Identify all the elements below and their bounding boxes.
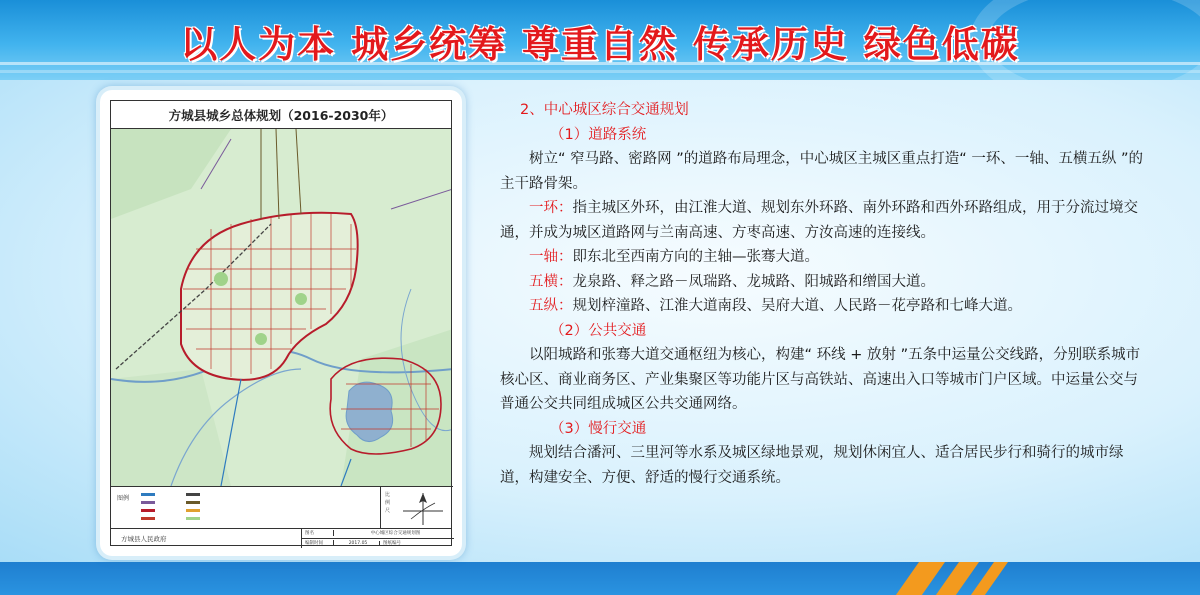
map-svg	[111, 129, 451, 486]
legend-label: 图例	[117, 495, 130, 502]
date-label: 编制时间	[302, 540, 334, 546]
legend-item	[186, 509, 200, 512]
axis-label: 一轴：	[529, 249, 573, 265]
paragraph-axis	[500, 245, 1150, 270]
scale-label: 比例尺	[385, 492, 391, 514]
tb-row	[302, 539, 454, 549]
content-text	[500, 98, 1150, 490]
axis-text: 即东北至西南方向的主轴—张骞大道。	[572, 249, 819, 265]
vertical-label: 五纵：	[529, 298, 573, 314]
scale-compass	[381, 486, 453, 528]
planning-map	[110, 100, 452, 546]
issuer: 方城县人民政府	[121, 535, 167, 543]
legend-item	[141, 493, 155, 496]
subsection-public-transit: （2）公共交通	[550, 322, 647, 339]
map-title: 方城县城乡总体规划（2016-2030年）	[111, 101, 451, 129]
legend-item	[186, 517, 200, 520]
ring-label: 一环：	[529, 200, 573, 216]
legend-item	[186, 493, 200, 496]
map-drawing	[111, 129, 451, 486]
paragraph-road-concept: 树立“ 窄马路、密路网 ”的道路布局理念，中心城区主城区重点打造“ 一环、一轴、五横五纵 ”的主干路骨架。	[500, 151, 1143, 192]
horizontal-label: 五横：	[529, 273, 573, 290]
horizontal-text: 龙泉路、释之路－凤瑞路、龙城路、阳城路和缯国大道。	[572, 273, 935, 290]
tb-row	[302, 529, 454, 539]
sheet-name: 中心城区综合交通规划图	[370, 531, 421, 537]
legend-item	[141, 509, 155, 512]
subsection-roads: （1）道路系统	[550, 126, 647, 143]
paragraph-ring	[500, 196, 1150, 245]
paragraph-slow-traffic: 规划结合潘河、三里河等水系及城区绿地景观，规划休闲宜人、适合居民步行和骑行的城市绿道，构建安全、方便、舒适的慢行交通系统。	[500, 445, 1124, 486]
section-title: 2、中心城区综合交通规划	[520, 102, 689, 118]
title-block-grid	[301, 529, 453, 548]
planning-map-frame	[100, 90, 462, 556]
legend-item	[186, 501, 200, 504]
paragraph-horizontal	[500, 270, 1150, 295]
north-arrow-icon	[393, 489, 453, 529]
legend-item	[141, 517, 155, 520]
sheet-name-label: 图名	[302, 530, 334, 536]
paragraph-vertical	[500, 294, 1150, 319]
vertical-text: 规划梓潼路、江淮大道南段、吴府大道、人民路－花亭路和七峰大道。	[572, 298, 1022, 314]
paragraph-public-transit: 以阳城路和张骞大道交通枢纽为核心，构建“ 环线 + 放射 ”五条中运量公交线路，分别联系城市核心区、商业商务区、产业集聚区等功能片区与高铁站、高速出入口等城市门户区域。中运量公交与普通公交共同组成城区公共交通网络。	[500, 347, 1141, 412]
map-legend	[111, 486, 381, 528]
subsection-slow-traffic: （3）慢行交通	[550, 420, 647, 437]
top-banner	[0, 0, 1200, 80]
slogan: 以人为本 城乡统筹 尊重自然 传承历史 绿色低碳	[180, 23, 1020, 66]
legend-item	[141, 501, 155, 504]
sheet-no-label: 图纸编号	[383, 541, 401, 547]
ring-text: 指主城区外环，由江淮大道、规划东外环路、南外环路和西外环路组成，用于分流过境交通，并成为城区道路网与兰南高速、方枣高速、方汝高速的连接线。	[500, 200, 1138, 241]
map-title-block	[111, 528, 451, 547]
date: 2017.05	[334, 541, 380, 546]
bottom-strip	[0, 562, 1200, 595]
